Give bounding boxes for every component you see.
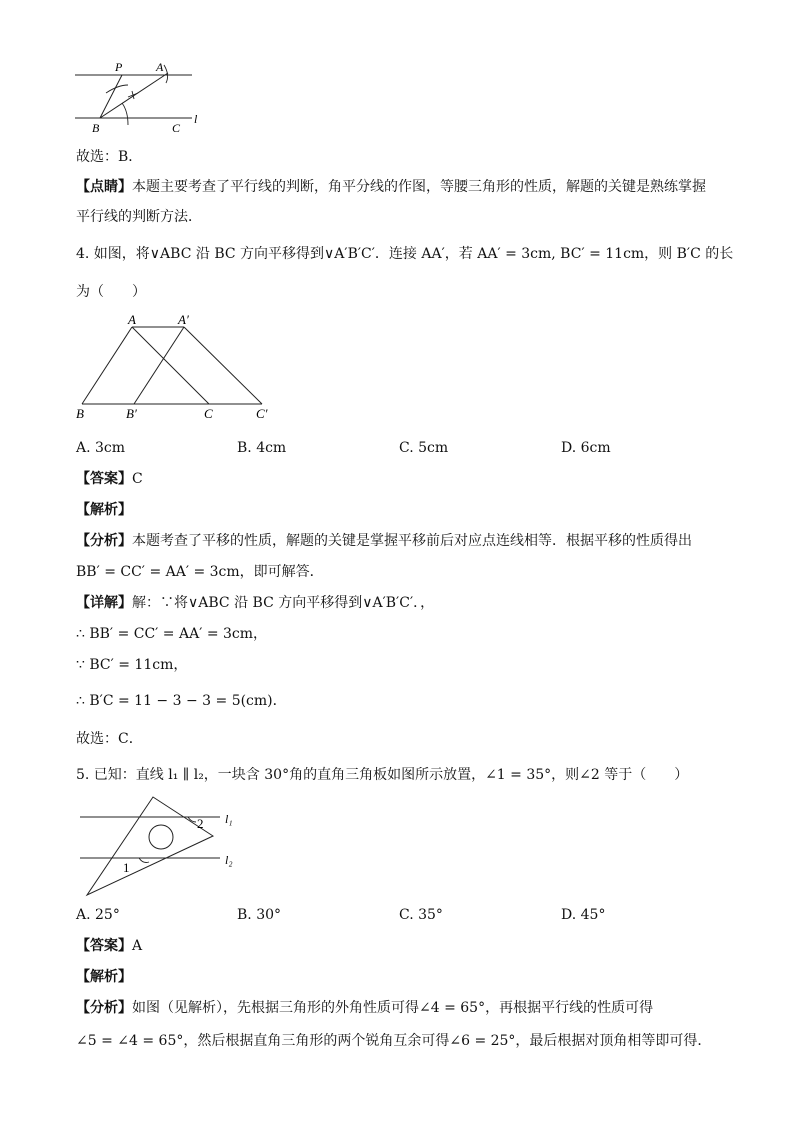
q5-fenxi-line2: ∠5 = ∠4 = 65°，然后根据直角三角形的两个锐角互余可得∠6 = 25°，最后根据对顶角相等即可得． [76, 1033, 712, 1049]
q5-answer-value: A [132, 938, 143, 954]
q4-answer-pick: 故选：C． [76, 731, 143, 747]
q4-fenxi-line1 [76, 531, 692, 551]
q4-option-d: D. 6cm [561, 440, 611, 456]
q5-fenxi-tag: 【分析】 [76, 1000, 132, 1016]
q5-answer [76, 936, 142, 956]
q4-stem-line2: 为（ ） [76, 284, 146, 300]
q4-detail-line1 [76, 593, 434, 613]
q4-answer-tag: 【答案】 [76, 471, 132, 487]
fig2-label-a: A [128, 312, 136, 327]
q5-option-b: B. 30° [237, 907, 282, 923]
q5-answer-tag: 【答案】 [76, 938, 132, 954]
q4-detail-line4: ∴ B′C = 11 − 3 − 3 = 5(cm)． [76, 693, 287, 709]
figure-triangle-translation [70, 310, 285, 425]
fig3-label-l2: l₂ [225, 853, 233, 867]
s3-comment-text1: 本题主要考查了平行线的判断，角平分线的作图，等腰三角形的性质，解题的关键是熟练掌握 [132, 179, 706, 195]
q4-analysis-tag: 【解析】 [76, 502, 132, 518]
fig1-label-c: C [172, 121, 181, 135]
fig2-label-b-prime: B′ [126, 406, 137, 421]
fig2-label-c-prime: C′ [256, 406, 268, 421]
q4-detail-line3: ∵ BC′ = 11cm， [76, 657, 188, 673]
s3-comment-line2: 平行线的判断方法． [76, 209, 202, 225]
q4-detail-tag: 【详解】 [76, 595, 132, 611]
q4-answer [76, 469, 143, 489]
q4-fenxi-tag: 【分析】 [76, 533, 132, 549]
q5-analysis-tag: 【解析】 [76, 969, 132, 985]
q5-option-d: D. 45° [561, 907, 606, 923]
q5-option-c: C. 35° [399, 907, 443, 923]
figure-angle-bisector-construction [70, 55, 210, 140]
fig2-label-c: C [204, 406, 213, 421]
fig2-label-a-prime: A′ [178, 312, 189, 327]
q4-option-a: A. 3cm [76, 440, 126, 456]
q4-fenxi-text1: 本题考查了平移的性质，解题的关键是掌握平移前后对应点连线相等．根据平移的性质得出 [132, 533, 692, 549]
s3-answer-pick: 故选：B． [76, 149, 143, 165]
fig3-label-angle1: 1 [123, 860, 130, 875]
fig1-label-l: l [194, 112, 198, 126]
q4-detail-line2: ∴ BB′ = CC′ = AA′ = 3cm， [76, 626, 268, 642]
q4-fenxi-line2: BB′ = CC′ = AA′ = 3cm，即可解答． [76, 564, 324, 580]
s3-comment-line1 [76, 177, 706, 197]
q4-answer-value: C [132, 471, 143, 487]
fig2-label-b: B [76, 406, 84, 421]
q5-fenxi-text1: 如图（见解析），先根据三角形的外角性质可得∠4 = 65°，再根据平行线的性质可得 [132, 1000, 654, 1016]
figure-set-square-parallel-lines [75, 792, 250, 902]
q5-stem: 5. 已知：直线 l₁ ∥ l₂，一块含 30°角的直角三角板如图所示放置，∠1 = 35°，则∠2 等于（ ） [76, 767, 689, 783]
fig1-label-a: A [156, 60, 164, 74]
fig3-label-l1: l₁ [225, 812, 233, 826]
fig1-label-b: B [92, 121, 100, 135]
q4-option-b: B. 4cm [237, 440, 287, 456]
q4-stem-line1: 4. 如图，将∨ABC 沿 BC 方向平移得到∨A′B′C′．连接 AA′，若 AA′ = 3cm, BC′ = 11cm，则 B′C 的长 [76, 246, 734, 262]
s3-comment-tag: 【点睛】 [76, 179, 132, 195]
q4-detail-text1: 解：∵将∨ABC 沿 BC 方向平移得到∨A′B′C′．， [132, 595, 435, 611]
q4-option-c: C. 5cm [399, 440, 449, 456]
fig3-label-angle2: 2 [197, 816, 204, 831]
fig1-label-p: P [115, 60, 123, 74]
q5-option-a: A. 25° [76, 907, 120, 923]
q5-fenxi-line1 [76, 998, 653, 1018]
